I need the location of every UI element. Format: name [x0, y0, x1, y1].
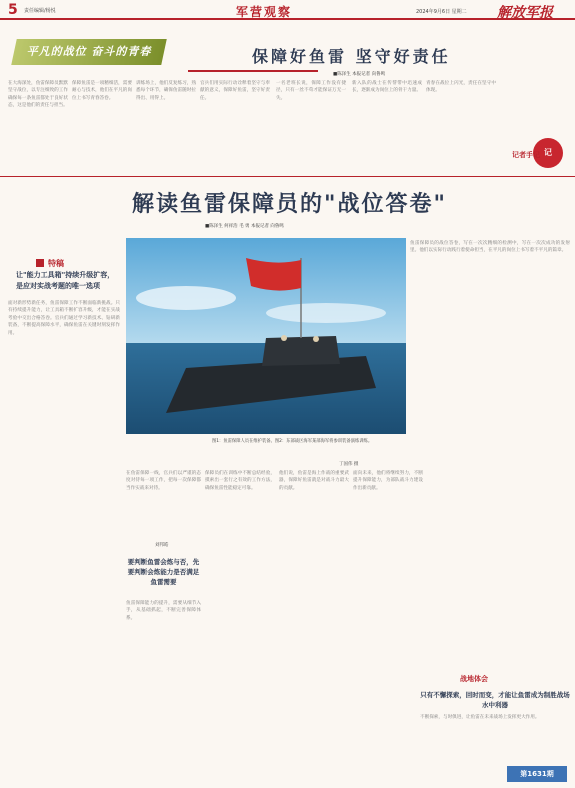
article2-body-col6: 鱼雷保障员的战位答卷，写在一次次精细的检测中，写在一次次成功的发射里。他们以实际行动践行着使命担当，在平凡的岗位上书写着不平凡的篇章。	[410, 241, 570, 254]
corr-title: 只有不懈探索，回时而变，才能让鱼雷成为制胜战场水中利器	[420, 691, 570, 709]
page-header	[0, 0, 575, 20]
editor-line: 责任编辑/杨悦	[24, 8, 56, 14]
article2-body-col4: 他们说，鱼雷是海上作战的重要武器，保障好鱼雷就是对战斗力最大的贡献。	[279, 471, 349, 491]
article1-body-col6: 新入队的战士在传帮带中迅速成长，逐渐成为岗位上的骨干力量。	[352, 81, 422, 94]
article2-body-col2: 鱼雷保障能力的提升，需要从细节入手，从基础抓起，不断完善保障体系。	[126, 601, 201, 621]
photo-image	[126, 238, 406, 434]
article1-body-col2: 保障鱼雷是一项精细活，需要耐心与技术，他们在平凡的岗位上书写青春答卷。	[72, 81, 132, 101]
article2-body-col1: 在鱼雷保障一线，官兵们以严谨的态度对待每一项工作，把每一次保障都当作实战来对待。	[126, 471, 201, 491]
article2-body-col3: 保障员们在训练中不断总结经验，摸索出一套行之有效的工作方法，确保鱼雷性能稳定可靠。	[205, 471, 275, 491]
sub-title: 要判断鱼雷会炼与否，先要判断会炼能力是否满足鱼雷需要	[127, 558, 200, 586]
issue-badge: 第1631期	[507, 766, 567, 782]
column-banner: 平凡的战位 奋斗的青春	[11, 39, 167, 65]
article2-byline: ■陈泽生 何祥浩 毛 勇 本报记者 向鲁鸣	[205, 224, 284, 229]
article1-body-col3: 训练场上，他们反复练习，熟悉每个环节，确保鱼雷随时拉得出、用得上。	[136, 81, 196, 101]
corr-label: 战地体会	[460, 675, 488, 683]
article1-body-col4: 官兵们用实际行动诠释着坚守与奉献的意义，保障好鱼雷，坚守好责任。	[200, 81, 270, 101]
article1-body-col5: 一名老班长说，保障工作没有捷径，只有一丝不苟才能保证万无一失。	[276, 81, 346, 101]
article1-title: 保障好鱼雷 坚守好责任	[252, 47, 451, 66]
issue-date: 2024年9月6日 星期二	[416, 9, 467, 15]
page-number: 5	[8, 2, 18, 18]
side-body: 面对新形势新任务，鱼雷保障工作不断面临新挑战。只有持续提升能力，让工具箱不断扩容升级，才能在实战考验中交出合格答卷。官兵们通过学习新技术、钻研新装备，不断提高保障水平，确保鱼雷在关键时刻发挥作用。	[8, 301, 120, 336]
sub-byline: 刘邦皓	[155, 543, 169, 548]
side-title: 让"能力工具箱"持续升级扩容，是应对实战考题的唯一选项	[16, 271, 115, 290]
article2-title: 解读鱼雷保障员的"战位答卷"	[132, 192, 447, 217]
main-photo	[126, 238, 406, 434]
corr-body: 不断探索，与时俱进，让鱼雷在未来战场上发挥更大作用。	[420, 715, 540, 720]
photo-credit: 丁国伟 摄	[339, 462, 359, 467]
section-title: 军营观察	[236, 5, 293, 19]
note-badge: 记	[533, 138, 563, 168]
article1-body-col1: 在大海深处，鱼雷保障员默默坚守战位，以专注细致的工作确保每一条鱼雷都处于良好状态，这是他们的责任与担当。	[8, 81, 68, 109]
newspaper-logo: 解放军报	[497, 5, 553, 21]
note-label: 记者手记	[512, 151, 540, 159]
article1-body-col7: 青春在战位上闪光，责任在坚守中体现。	[426, 81, 496, 94]
section-divider	[0, 176, 575, 177]
article1-byline: ■陈泽生 本报记者 向鲁鸣	[333, 72, 386, 77]
article2-body-col5: 面向未来，他们将继续努力，不断提升保障能力，为部队战斗力建设作出新贡献。	[353, 471, 423, 491]
photo-caption: 图1：鱼雷保障人员在维护装备。图2：东部战区海军某部海军将参训装备演练训练。	[212, 439, 373, 444]
side-tag: 特稿	[48, 259, 64, 268]
title-rule	[188, 70, 318, 72]
